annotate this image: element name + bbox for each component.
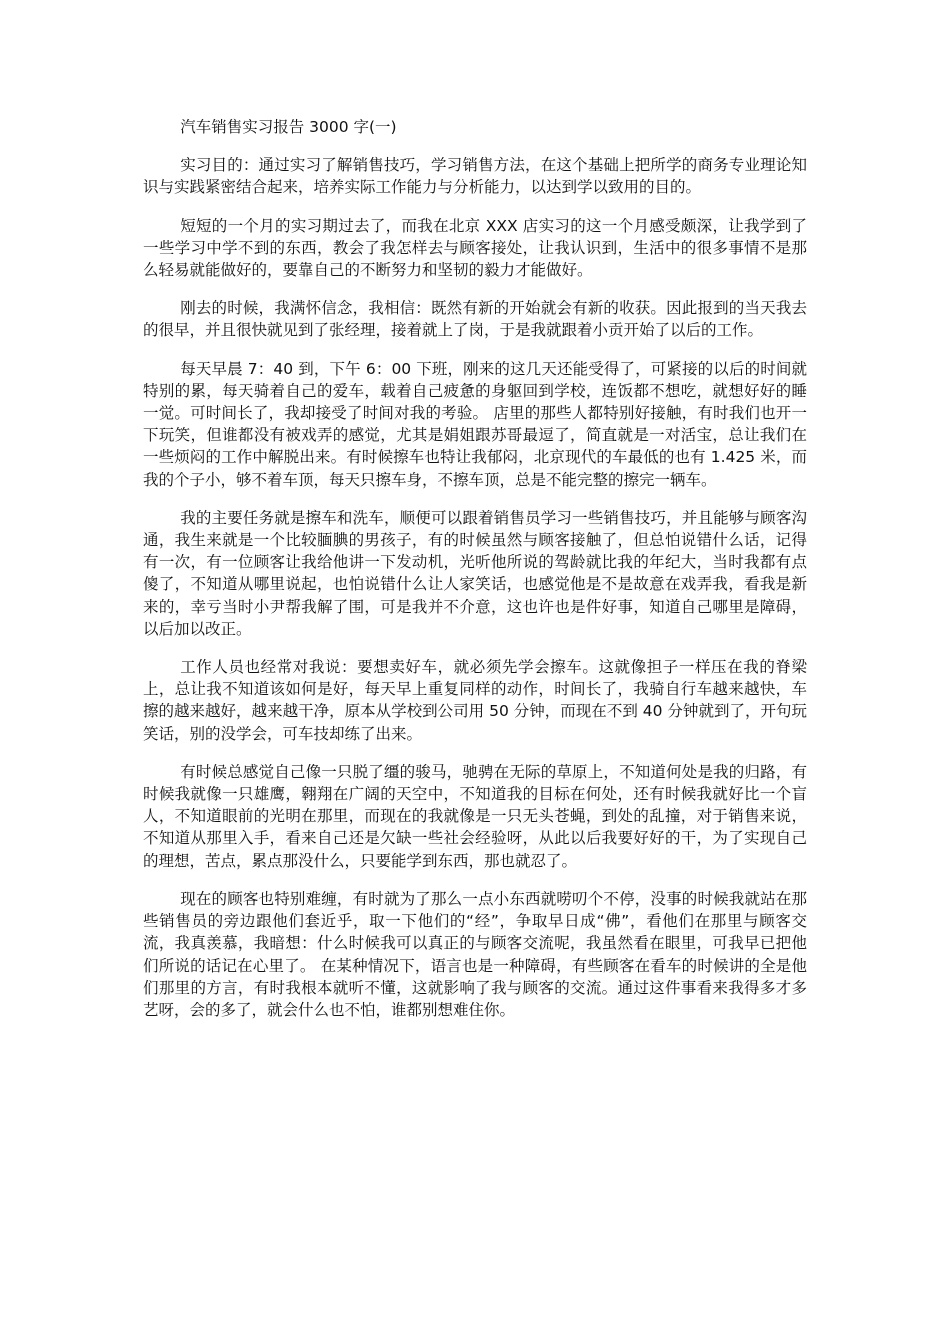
paragraph-customers: 现在的顾客也特别难缠，有时就为了那么一点小东西就唠叨个不停，没事的时候我就站在那些销售员的旁边跟他们套近乎，取一下他们的“经”，争取早日成“佛”，看他们在那里与顾客交流，我真羡慕，我暗想：什么时候我可以真正的与顾客交流呢，我虽然看在眼里，可我早已把他们所说的话记在心里了。 在某种情况下，语言也是一种障碍，有些顾客在看车的时候讲的全是他们那里的方言，有时我根本就听不懂，这就影响了我与顾客的交流。通过这件事看来我得多才多艺呀，会的多了，就会什么也不怕，谁都别想难住你。 bbox=[143, 889, 807, 1019]
paragraph-wash-cars: 工作人员也经常对我说：要想卖好车，就必须先学会擦车。这就像担子一样压在我的脊梁上，总让我不知道该如何是好，每天早上重复同样的动作，时间长了，我骑自行车越来越快，车擦的越来越好，越来越干净，原本从学校到公司用 50 分钟，而现在不到 40 分钟就到了，开句玩笑话，别的没学会，可车技却练了出来。 bbox=[143, 658, 807, 743]
paragraph-daily-routine: 每天早晨 7：40 到，下午 6：00 下班，刚来的这几天还能受得了，可紧接的以后的时间就特别的累，每天骑着自己的爱车，载着自己疲惫的身躯回到学校，连饭都不想吃，就想好好的睡一觉。可时间长了，我却接受了时间对我的考验。 店里的那些人都特别好接触，有时我们也开一下玩笑，但谁都没有被戏弄的感觉，尤其是娟姐跟苏哥最逗了，简直就是一对活宝，总让我们在一些烦闷的工作中解脱出来。有时候擦车也特让我郁闷，北京现代的车最低的也有 1.425 米，而我的个子小，够不着车顶，每天只擦车身，不擦车顶，总是不能完整的擦完一辆车。 bbox=[143, 359, 807, 489]
document-body bbox=[143, 116, 807, 1037]
paragraph-reflection: 有时候总感觉自己像一只脱了缰的骏马，驰骋在无际的草原上，不知道何处是我的归路，有时候我就像一只雄鹰，翱翔在广阔的天空中，不知道我的目标在何处，还有时候我就好比一个盲人，不知道眼前的光明在那里，而现在的我就像是一只无头苍蝇，到处的乱撞，对于销售来说，不知道从那里入手，看来自己还是欠缺一些社会经验呀，从此以后我要好好的干，为了实现自己的理想，苦点，累点那没什么，只要能学到东西，那也就忍了。 bbox=[143, 762, 807, 870]
document-title: 汽车销售实习报告 3000 字(一) bbox=[180, 118, 397, 136]
paragraph-first-day: 刚去的时候，我满怀信念，我相信：既然有新的开始就会有新的收获。因此报到的当天我去的很早，并且很快就见到了张经理，接着就上了岗，于是我就跟着小贡开始了以后的工作。 bbox=[143, 299, 807, 340]
paragraph-main-tasks: 我的主要任务就是擦车和洗车，顺便可以跟着销售员学习一些销售技巧，并且能够与顾客沟通，我生来就是一个比较腼腆的男孩子，有的时候虽然与顾客接触了，但总怕说错什么话，记得有一次，有一位顾客让我给他讲一下发动机，光听他所说的驾龄就比我的年纪大，当时我都有点傻了，不知道从哪里说起，也怕说错什么让人家笑话，也感觉他是不是故意在戏弄我，看我是新来的，幸亏当时小尹帮我解了围，可是我并不介意，这也许也是件好事，知道自己哪里是障碍，以后加以改正。 bbox=[143, 508, 807, 638]
paragraph-overview: 短短的一个月的实习期过去了，而我在北京 XXX 店实习的这一个月感受颇深，让我学到了一些学习中学不到的东西，教会了我怎样去与顾客接处，让我认识到，生活中的很多事情不是那么轻易就能做好的，要靠自己的不断努力和坚韧的毅力才能做好。 bbox=[143, 216, 807, 280]
paragraph-purpose: 实习目的：通过实习了解销售技巧，学习销售方法，在这个基础上把所学的商务专业理论知识与实践紧密结合起来，培养实际工作能力与分析能力，以达到学以致用的目的。 bbox=[143, 156, 807, 197]
